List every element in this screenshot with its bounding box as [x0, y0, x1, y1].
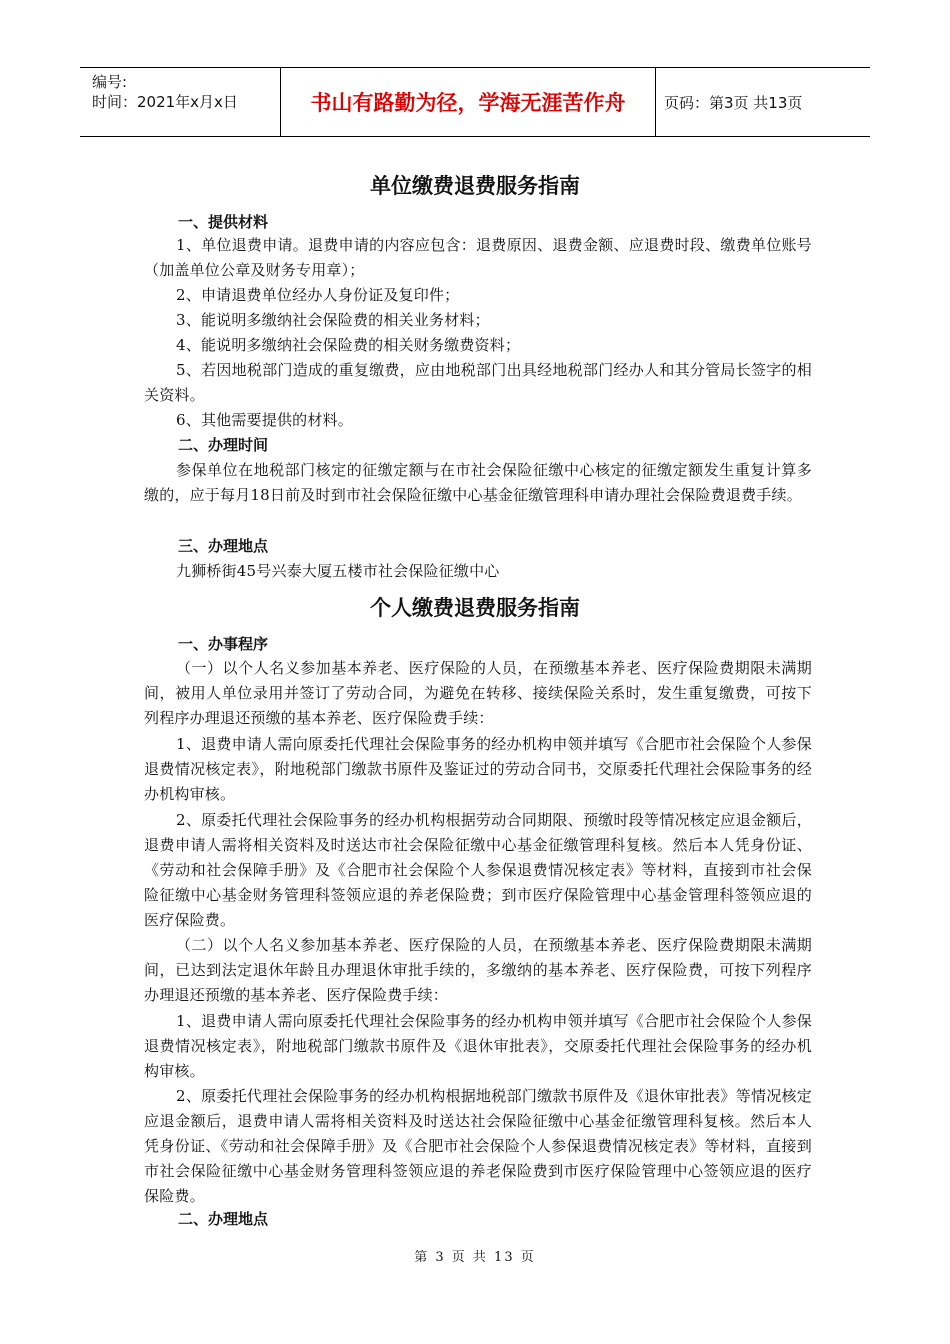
- paragraph: （二）以个人名义参加基本养老、医疗保险的人员，在预缴基本养老、医疗保险费期限未满期间，已达到法定退休年龄且办理退休审批手续的，多缴纳的基本养老、医疗保险费，可按下列程序办理退还预缴的基本养老、医疗保险费手续：: [144, 936, 812, 1004]
- heading-materials: 一、提供材料: [178, 213, 269, 231]
- heading-location: 三、办理地点: [178, 537, 269, 555]
- paragraph: 4、能说明多缴纳社会保险费的相关财务缴费资料；: [176, 336, 521, 354]
- paragraph: 1、退费申请人需向原委托代理社会保险事务的经办机构申领并填写《合肥市社会保险个人参保退费情况核定表》，附地税部门缴款书原件及鉴证过的劳动合同书，交原委托代理社会保险事务的经办机构审核。: [144, 735, 812, 803]
- document-date-label: 时间：2021年x月x日: [92, 93, 238, 111]
- paragraph: 2、申请退费单位经办人身份证及复印件；: [176, 286, 460, 304]
- paragraph: 1、单位退费申请。退费申请的内容应包含：退费原因、退费金额、应退费时段、缴费单位账号（加盖单位公章及财务专用章）；: [144, 236, 812, 279]
- paragraph: 2、原委托代理社会保险事务的经办机构根据劳动合同期限、预缴时段等情况核定应退金额后，退费申请人需将相关资料及时送达市社会保险征缴中心基金征缴管理科复核。然后本人凭身份证、《劳动和社会保障手册》及《合肥市社会保险个人参保退费情况核定表》等材料，直接到市社会保险征缴中心基金财务管理科签领应退的养老保险费；到市医疗保险管理中心基金管理科签领应退的医疗保险费。: [144, 811, 812, 929]
- paragraph: （一）以个人名义参加基本养老、医疗保险的人员，在预缴基本养老、医疗保险费期限未满期间，被用人单位录用并签订了劳动合同，为避免在转移、接续保险关系时，发生重复缴费，可按下列程序办理退还预缴的基本养老、医疗保险费手续：: [144, 659, 812, 727]
- page-footer: 第 3 页 共 13 页: [414, 1250, 536, 1265]
- header-page-number: 页码：第3页 共13页: [664, 93, 803, 112]
- heading-time: 二、办理时间: [178, 436, 269, 454]
- section-title-personal-refund: 个人缴费退费服务指南: [370, 596, 580, 620]
- heading-location: 二、办理地点: [178, 1210, 269, 1228]
- page-header: [80, 67, 870, 137]
- paragraph: 2、原委托代理社会保险事务的经办机构根据地税部门缴款书原件及《退休审批表》等情况核定应退金额后，退费申请人需将相关资料及时送达社会保险征缴中心基金征缴管理科复核。然后本人凭身份证、《劳动和社会保障手册》及《合肥市社会保险个人参保退费情况核定表》等材料，直接到市社会保险征缴中心基金财务管理科签领应退的养老保险费到市医疗保险管理中心签领应退的医疗保险费。: [144, 1087, 812, 1205]
- paragraph: 6、其他需要提供的材料。: [176, 411, 353, 429]
- header-motto: 书山有路勤为径，学海无涯苦作舟: [281, 68, 656, 136]
- heading-procedure: 一、办事程序: [178, 635, 269, 653]
- document-number-label: 编号:: [92, 73, 128, 91]
- header-meta: [80, 68, 281, 136]
- paragraph: 3、能说明多缴纳社会保险费的相关业务材料；: [176, 311, 490, 329]
- paragraph: 1、退费申请人需向原委托代理社会保险事务的经办机构申领并填写《合肥市社会保险个人参保退费情况核定表》，附地税部门缴款书原件及《退休审批表》，交原委托代理社会保险事务的经办机构审核。: [144, 1012, 812, 1080]
- paragraph: 九狮桥街45号兴泰大厦五楼市社会保险征缴中心: [176, 562, 500, 580]
- section-title-unit-refund: 单位缴费退费服务指南: [370, 174, 580, 198]
- paragraph: 参保单位在地税部门核定的征缴定额与在市社会保险征缴中心核定的征缴定额发生重复计算多缴的，应于每月18日前及时到市社会保险征缴中心基金征缴管理科申请办理社会保险费退费手续。: [144, 461, 812, 504]
- paragraph: 5、若因地税部门造成的重复缴费，应由地税部门出具经地税部门经办人和其分管局长签字的相关资料。: [144, 361, 812, 404]
